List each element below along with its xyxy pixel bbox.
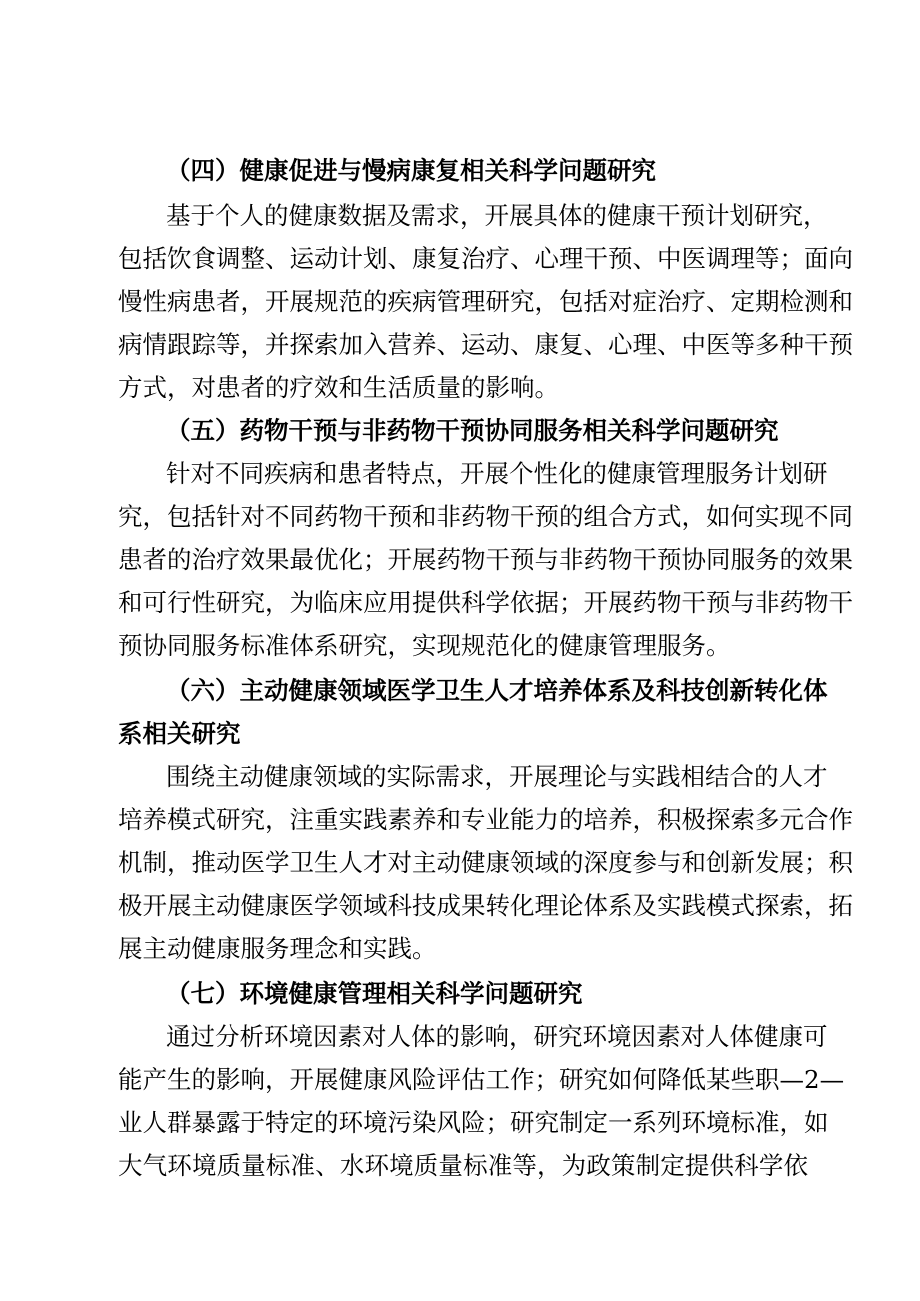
section-heading-7: （七）环境健康管理相关科学问题研究 — [166, 979, 583, 1008]
paragraph-line: 患者的治疗效果最优化；开展药物干预与非药物干预协同服务的效果 — [118, 545, 853, 574]
paragraph-line: 围绕主动健康领域的实际需求，开展理论与实践相结合的人才 — [166, 762, 828, 791]
paragraph-line: 针对不同疾病和患者特点，开展个性化的健康管理服务计划研 — [166, 459, 828, 488]
paragraph-line: 慢性病患者，开展规范的疾病管理研究，包括对症治疗、定期检测和 — [118, 287, 853, 316]
paragraph-line: 业人群暴露于特定的环境污染风险；研究制定一系列环境标准，如 — [118, 1108, 829, 1137]
paragraph-line: 培养模式研究，注重实践素养和专业能力的培养，积极探索多元合作 — [118, 805, 853, 834]
paragraph-line: 病情跟踪等，并探索加入营养、运动、康复、心理、中医等多种干预 — [118, 330, 853, 359]
paragraph-line: 通过分析环境因素对人体的影响，研究环境因素对人体健康可 — [166, 1022, 828, 1051]
paragraph-line: 能产生的影响，开展健康风险评估工作；研究如何降低某些职—2— — [118, 1065, 845, 1094]
paragraph-line: 预协同服务标准体系研究，实现规范化的健康管理服务。 — [118, 631, 731, 660]
paragraph-line: 方式，对患者的疗效和生活质量的影响。 — [118, 373, 559, 402]
section-heading-6-continued: 系相关研究 — [118, 719, 241, 748]
paragraph-line: 展主动健康服务理念和实践。 — [118, 934, 437, 963]
paragraph-line: 大气环境质量标准、水环境质量标准等，为政策制定提供科学依 — [118, 1151, 808, 1180]
section-heading-5: （五）药物干预与非药物干预协同服务相关科学问题研究 — [166, 416, 779, 445]
paragraph-line: 包括饮食调整、运动计划、康复治疗、心理干预、中医调理等；面向 — [118, 244, 853, 273]
paragraph-line: 和可行性研究，为临床应用提供科学依据；开展药物干预与非药物干 — [118, 588, 853, 617]
paragraph-line: 极开展主动健康医学领域科技成果转化理论体系及实践模式探索，拓 — [118, 891, 853, 920]
paragraph-line: 究，包括针对不同药物干预和非药物干预的组合方式，如何实现不同 — [118, 502, 853, 531]
paragraph-line: 机制，推动医学卫生人才对主动健康领域的深度参与和创新发展；积 — [118, 848, 853, 877]
section-heading-6: （六）主动健康领域医学卫生人才培养体系及科技创新转化体 — [166, 676, 828, 705]
section-heading-4: （四）健康促进与慢病康复相关科学问题研究 — [166, 156, 656, 185]
paragraph-line: 基于个人的健康数据及需求，开展具体的健康干预计划研究， — [166, 201, 828, 230]
